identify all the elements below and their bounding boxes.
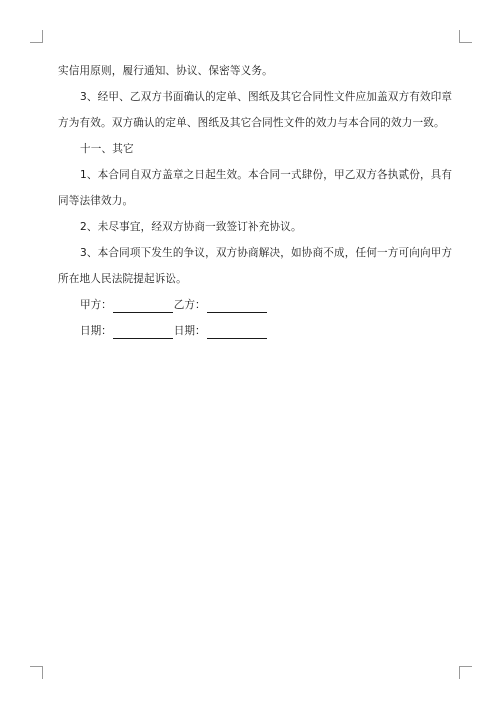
date-a-label: 日期：: [80, 325, 112, 337]
party-a-blank: [113, 300, 173, 313]
paragraph-line: 实信用原则，履行通知、协议、保密等义务。: [58, 65, 273, 77]
crop-mark-bottom-right: [459, 666, 472, 679]
signature-row-dates: [58, 324, 446, 339]
crop-mark-top-right: [459, 30, 472, 43]
clause-1-line-2: 同等法律效力。: [58, 195, 134, 207]
section-heading-other: 十一、其它: [80, 143, 134, 155]
clause-3b-line-2: 所在地人民法院提起诉讼。: [58, 273, 187, 285]
clause-3-line-1: 3、经甲、乙双方书面确认的定单、图纸及其它合同性文件应加盖双方有效印章: [80, 91, 453, 103]
clause-1-line-1: 1、本合同自双方盖章之日起生效。本合同一式肆份，甲乙双方各执贰份，具有: [80, 169, 453, 181]
signature-row-parties: [58, 298, 446, 313]
crop-mark-top-left: [30, 30, 43, 43]
document-body: [58, 64, 453, 339]
date-b-label: 日期：: [173, 325, 206, 337]
clause-3-line-2: 方为有效。双方确认的定单、图纸及其它合同性文件的效力与本合同的效力一致。: [58, 117, 445, 129]
date-a-blank: [113, 326, 173, 339]
party-b-label: 乙方：: [173, 299, 206, 311]
clause-2-line: 2、未尽事宜，经双方协商一致签订补充协议。: [80, 221, 302, 233]
party-a-label: 甲方：: [80, 299, 112, 311]
crop-mark-bottom-left: [30, 666, 43, 679]
date-b-blank: [207, 326, 267, 339]
clause-3b-line-1: 3、本合同项下发生的争议，双方协商解决，如协商不成，任何一方可向向甲方: [80, 247, 453, 259]
party-b-blank: [207, 300, 267, 313]
